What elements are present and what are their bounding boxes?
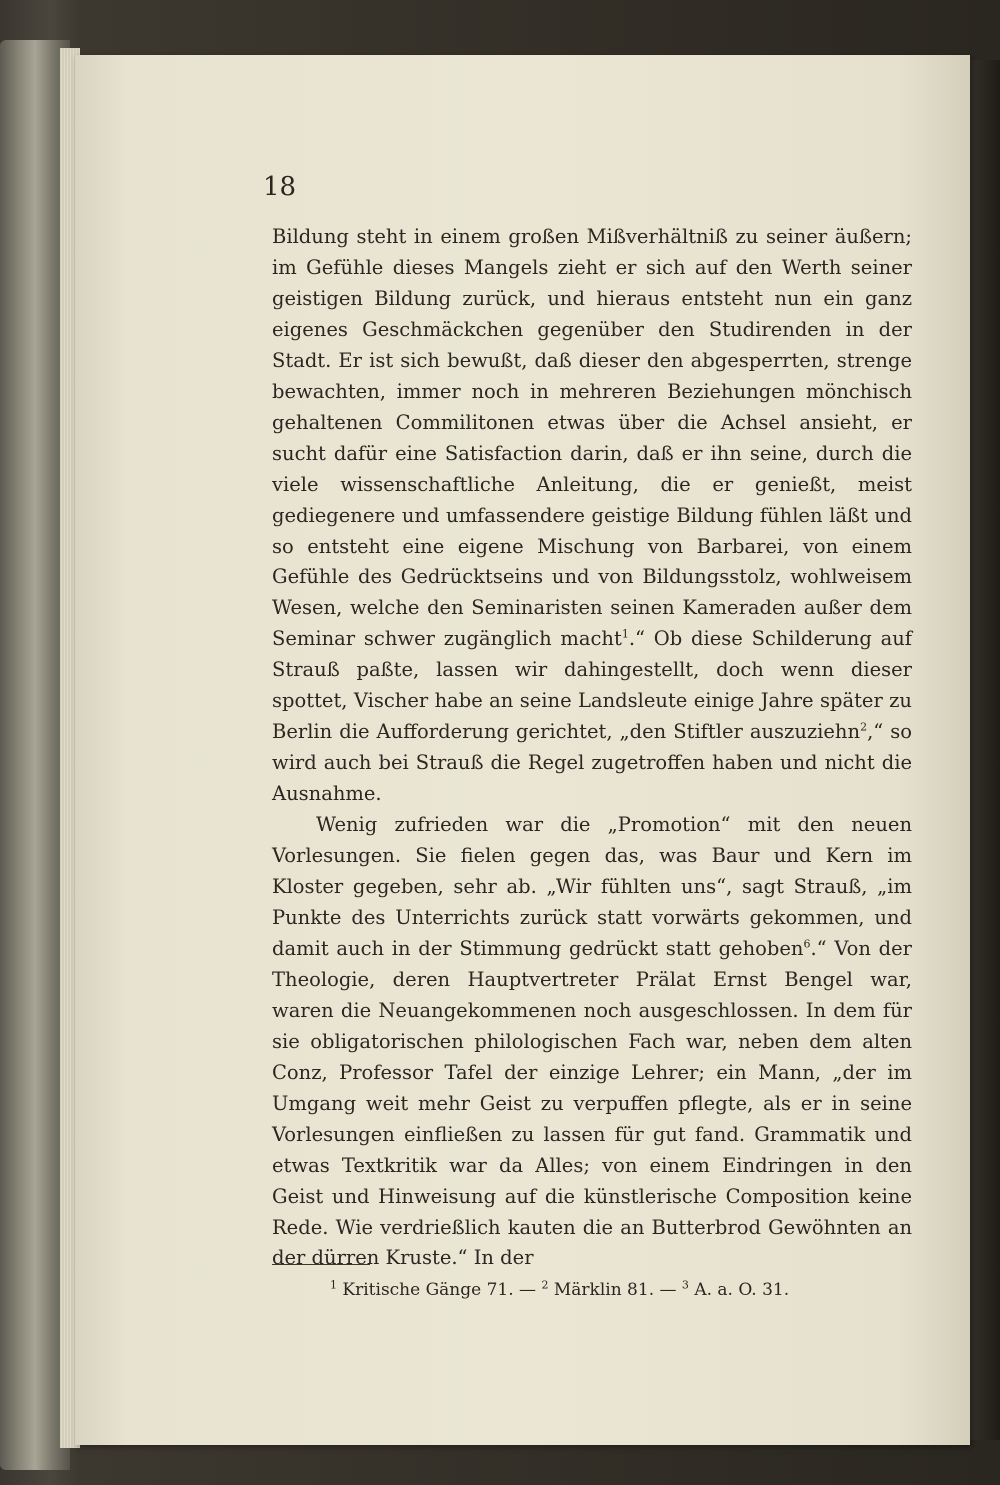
paragraph-2-continuation: .“ Von der Theologie, deren Hauptvertreter Prälat Ernst Bengel war, waren die Neuangekommenen noch ausgeschlossen. In dem für sie obligatorischen philologischen Fach war, neben dem alten Conz, Professor Tafel der einzige Lehrer; ein Mann, „der im Umgang weit mehr Geist zu verpuffen pflegte, als er in seine Vorlesungen einfließen zu lassen für gut fand. Grammatik und etwas Textkritik war da Alles; von einem Eindringen in den Geist und Hinweisung auf die künstlerische Composition keine Rede. Wie verdrießlich kauten die an Butterbrod Gewöhnten an der dürren Kruste.“ In der xyxy=(272,936,912,1270)
paragraph-2 xyxy=(272,810,912,1274)
footnote-2-text: Märklin 81. — xyxy=(553,1280,677,1300)
footnotes xyxy=(330,1280,890,1300)
paragraph-1 xyxy=(272,222,912,810)
paragraph-2-text: Wenig zufrieden war die „Promotion“ mit den neuen Vorlesungen. Sie fielen gegen das, was Baur und Kern im Kloster gegeben, sehr ab. „Wir fühlten uns“, sagt Strauß, „im Punkte des Unterrichts zurück statt vorwärts gekommen, und damit auch in der Stimmung gedrückt statt gehoben xyxy=(272,813,912,960)
paragraph-1-end: ,“ so wird auch bei Strauß die Regel zugetroffen haben und nicht die Ausnahme. xyxy=(272,720,912,806)
footnote-divider xyxy=(272,1264,370,1265)
footnote-1-text: Kritische Gänge 71. — xyxy=(342,1280,537,1300)
body-text xyxy=(272,222,912,1274)
footnote-ref-2: 2 xyxy=(860,720,868,734)
footnote-3-number: 3 xyxy=(681,1278,689,1292)
footnote-1-number: 1 xyxy=(330,1278,337,1292)
footnote-ref-1: 1 xyxy=(621,627,629,641)
footnote-ref-6: 6 xyxy=(803,937,811,951)
paragraph-1-text: Bildung steht in einem großen Mißverhältniß zu seiner äußern; im Gefühle dieses Mangels zieht er sich auf den Werth seiner geistigen Bildung zurück, und hieraus entsteht nun ein ganz eigenes Geschmäckchen gegenüber den Studirenden in der Stadt. Er ist sich bewußt, daß dieser den abgesperrten, strenge bewachten, immer noch in mehreren Beziehungen mönchisch gehaltenen Commilitonen etwas über die Achsel ansieht, er sucht dafür eine Satisfaction darin, daß er ihn seine, durch die viele wissenschaftliche Anleitung, die er genießt, meist gediegenere und umfassendere geistige Bildung fühlen läßt und so entsteht eine eigene Mischung von Barbarei, von einem Gefühle des Gedrücktseins und von Bildungsstolz, wohlweisem Wesen, welche den Seminaristen seinen Kameraden außer dem Seminar schwer zugänglich macht xyxy=(272,225,912,651)
footnote-2-number: 2 xyxy=(541,1278,549,1292)
paragraph-1-continuation: .“ Ob diese Schilderung auf Strauß paßte, lassen wir dahingestellt, doch wenn dieser spottet, Vischer habe an seine Landsleute einige Jahre später zu Berlin die Aufforderung gerichtet, „den Stiftler auszuziehn xyxy=(272,627,912,744)
page-number: 18 xyxy=(263,172,297,202)
footnote-3-text: A. a. O. 31. xyxy=(694,1280,790,1300)
